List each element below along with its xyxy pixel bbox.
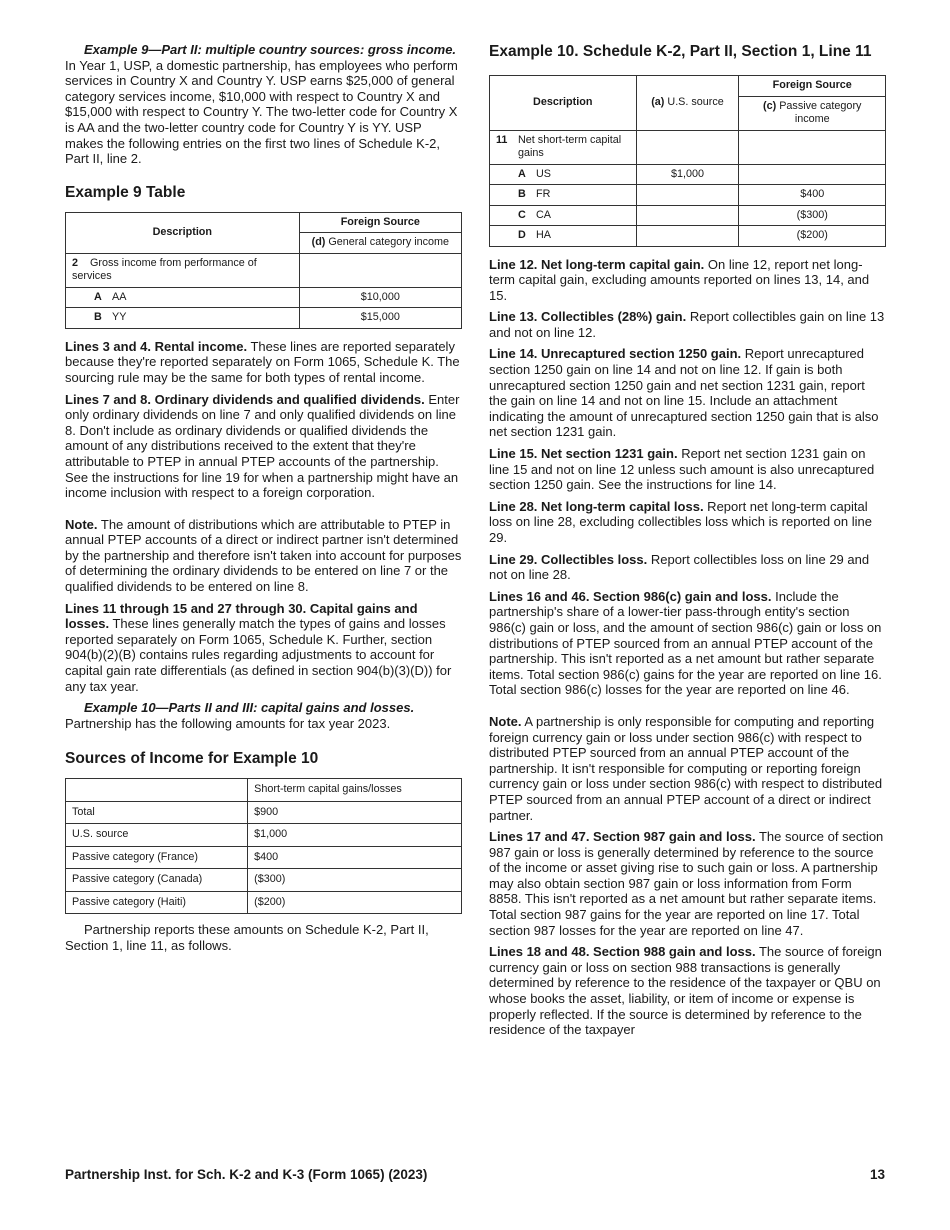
footer-title: Partnership Inst. for Sch. K-2 and K-3 (Form 1065) (2023) [65,1167,428,1182]
example-9-paragraph: Example 9—Part II: multiple country sources: gross income. In Year 1, USP, a domestic partnership, has employees who perform services in Country X and Country Y. USP earns $25,000 of general category services income, $10,000 with respect to Country X and $15,000 with respect to Country Y. The two-letter code for Country X is AA and the two-letter country code for Country Y is YY. USP makes the following entries on the first two lines of Schedule K-2, Part II, line 2. [65,42,458,167]
table-row: B FR $400 [490,185,886,206]
example-9-table [65,212,462,329]
right-column [489,42,886,1044]
page-footer [65,1167,885,1183]
line-12-paragraph: Line 12. Net long-term capital gain. On line 12, report net long-term capital gain, excluding amounts reported on lines 13, 14, and 15. [489,256,870,303]
lines-3-4-paragraph: Lines 3 and 4. Rental income. These lines are reported separately because they're reported separately on Form 1065, Schedule K. The sourcing rule may be the same for both types of rental income. [65,338,460,385]
table-row: 11 Net short-term capital gains [490,130,886,164]
sources-table: Short-term capital gains/losses Total $900 U.S. source $1,000 Passive category (France) $400 Passive category (Canada) ($300) Passive category (Haiti) ($200) [65,778,462,914]
sources-heading: Sources of Income for Example 10 [65,750,319,768]
table-row: Passive category (France) $400 [66,846,462,869]
line-28-paragraph: Line 28. Net long-term capital loss. Report net long-term capital loss on line 28, excluding collectibles loss which is reported on line 29. [489,498,872,545]
line-14-paragraph: Line 14. Unrecaptured section 1250 gain. Report unrecaptured section 1250 gain on line 14 and not on line 12. If gain is both unrecaptured section 1250 gain and net section 1231 gain, report the gain on line 14 and not on line 15. Include an attachment indicating the amount of unrecaptured section 1250 gain that is also net section 1231 gain. [489,346,879,440]
col-d-general-category: (d) General category income [299,233,461,254]
lines-11-paragraph: Lines 11 through 15 and 27 through 30. Capital gains and losses. These lines generally match the types of gains and losses reported separately on Form 1065, Schedule K. Further, section 904(b)(2)(B) contains rules regarding adjustments to account for capital gain rate differentials (as defined in section 904(b)(3)(D)) for any tax year. [65,600,452,694]
lines-16-46-paragraph: Lines 16 and 46. Section 986(c) gain and loss. Include the partnership's share of a lower-tier pass-through entity's section 986(c) gain or loss, and the amount of section 986(c) gain or loss on distributions of PTEP sourced from an annual PTEP account of the partnership. This isn't reported as a net amount but rather separate items. Total section 986(c) gains for the year are reported on line 16. Total section 986(c) losses for the year are reported on line 46. [489,588,882,698]
table-row: C CA ($300) [490,205,886,226]
lines-7-8-paragraph: Lines 7 and 8. Ordinary dividends and qualified dividends. Enter only ordinary dividends on line 7 and only qualified dividends on line 8. Don't include as ordinary dividends or qualified dividends the amount of any distributions received to the extent that they're attributable to PTEP in annual PTEP accounts of the partnership. See the instructions for line 19 for when a partnership might have an income inclusion with respect to a foreign corporation. [65,391,460,501]
col-foreign-source: Foreign Source [299,212,461,233]
table-row: D HA ($200) [490,226,886,247]
note-paragraph-2: Note. A partnership is only responsible for computing and reporting foreign currency gain or loss under section 986(c) with respect to distributed PTEP sourced from an annual PTEP account of the partnership. It isn't responsible for computing or reporting foreign currency gain or loss under section 986(c) with respect to distributed PTEP sourced from an annual PTEP account of a direct or indirect partner. [489,713,883,823]
example-10-table-heading: Example 10. Schedule K-2, Part II, Section 1, Line 11 [489,43,872,60]
example-10-table: Description (a) U.S. source Foreign Source (c) Passive category income 11 Net short-term capital gains A US $1,000 B FR $400 C CA ($300) D HA ($200) [489,75,886,247]
table-row: B YY $15,000 [66,308,462,329]
lines-17-47-paragraph: Lines 17 and 47. Section 987 gain and loss. The source of section 987 gain or loss is generally determined by reference to the source of the income or asset giving rise to such gain or loss. A partnership may also obtain section 987 gain or loss information from Form 8858. This isn't reported as a net amount but rather separate items. Total section 987 gains for the year are reported on line 17. Total section 987 losses for the year are reported on line 47. [489,829,884,938]
example-10-paragraph: Example 10—Parts II and III: capital gains and losses. Partnership has the following amounts for tax year 2023. [65,700,415,731]
table-row: U.S. source $1,000 [66,824,462,847]
left-column [65,42,462,960]
example-9-table-heading: Example 9 Table [65,183,186,201]
line-29-paragraph: Line 29. Collectibles loss. Report collectibles loss on line 29 and not on line 28. [489,551,870,583]
line-15-paragraph: Line 15. Net section 1231 gain. Report net section 1231 gain on line 15 and not on line 12 unless such amount is also unrecaptured section 1250 gain. See the instructions for line 14. [489,446,875,493]
line-13-paragraph: Line 13. Collectibles (28%) gain. Report collectibles gain on line 13 and not on line 12. [489,309,885,340]
table-row: A US $1,000 [490,164,886,185]
example-9-title: Example 9—Part II: multiple country sources: gross income. [84,42,457,57]
table-row: 2 Gross income from performance of services [66,253,462,287]
lines-18-48-paragraph: Lines 18 and 48. Section 988 gain and loss. The source of foreign currency gain or loss on section 988 transactions is generally determined by reference to the residence of the taxpayer or QBU on whose books the asset, liability, or item of income or expense is properly reflected. If the source is determined by reference to the residence of the taxpayer [489,944,882,1038]
table-row: Passive category (Haiti) ($200) [66,891,462,914]
table-row: Total $900 [66,801,462,824]
col-description: Description [66,212,300,253]
page-number: 13 [869,1167,885,1182]
table-row: A AA $10,000 [66,287,462,308]
partnership-reports-paragraph: Partnership reports these amounts on Schedule K-2, Part II, Section 1, line 11, as follows. [65,922,429,953]
note-paragraph: Note. The amount of distributions which are attributable to PTEP in annual PTEP accounts of a direct or indirect partner isn't determined by the partnership and therefore isn't taken into account for purposes of determining the ordinary dividends to be entered on line 7 or the qualified dividends to be entered on line 8. [65,516,462,595]
table-row: Passive category (Canada) ($300) [66,869,462,892]
